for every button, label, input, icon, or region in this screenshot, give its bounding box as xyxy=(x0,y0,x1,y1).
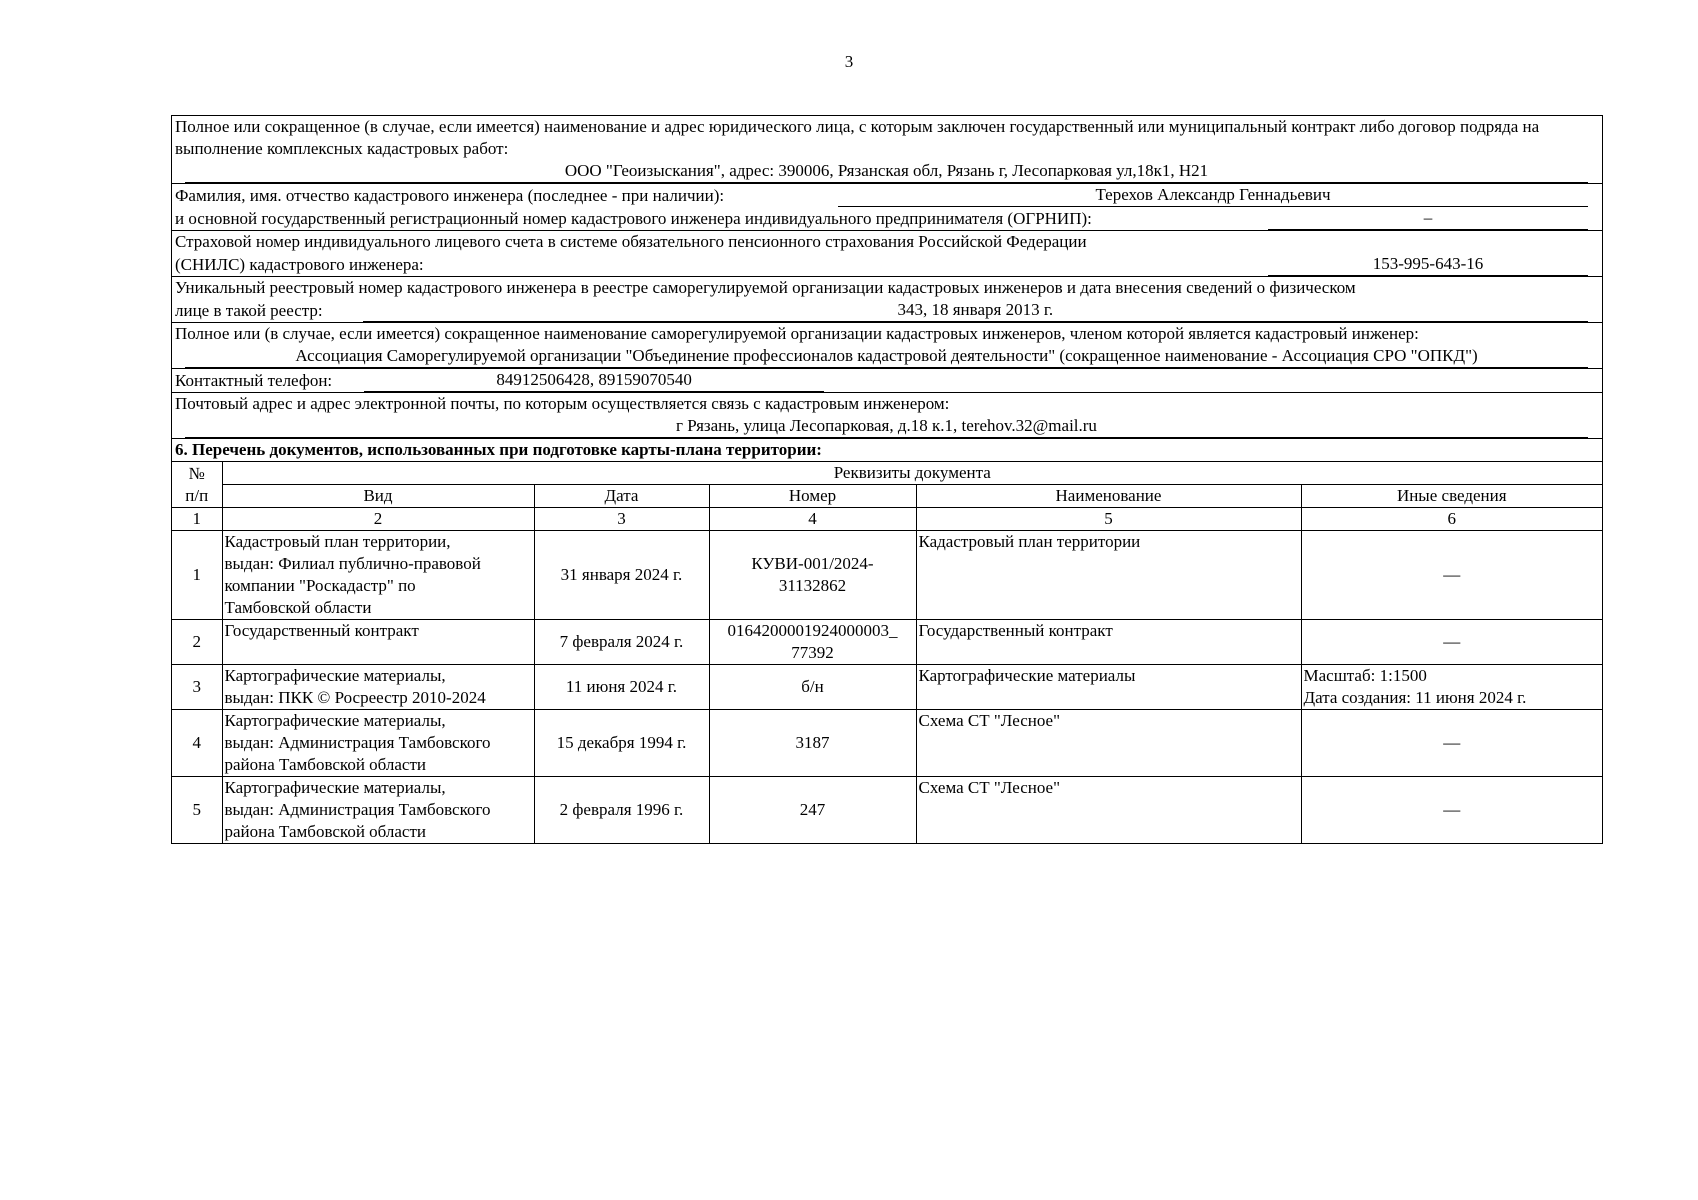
header-group: Реквизиты документа xyxy=(222,462,1602,485)
col-number: 3 xyxy=(534,508,709,531)
snils-label-line2: (СНИЛС) кадастрового инженера: xyxy=(175,255,424,274)
table-header-row-2 xyxy=(172,485,1602,508)
row-name: Государственный контракт xyxy=(916,620,1301,665)
address-label: Почтовый адрес и адрес электронной почты, по которым осуществляется связь с кадастровым инженером: xyxy=(175,394,950,413)
table-row xyxy=(172,531,1602,620)
address-section xyxy=(172,393,1602,439)
table-row xyxy=(172,620,1602,665)
table-header-row-1 xyxy=(172,462,1602,485)
row-kind: Картографические материалы, выдан: Администрация Тамбовского района Тамбовской области xyxy=(222,777,534,844)
row-kind: Картографические материалы, выдан: ПКК © Росреестр 2010-2024 xyxy=(222,665,534,710)
row-number: б/н xyxy=(709,665,916,710)
address-value: г Рязань, улица Лесопарковая, д.18 к.1, terehov.32@mail.ru xyxy=(185,415,1588,438)
row-kind: Кадастровый план территории, выдан: Филиал публично-правовой компании "Роскадастр" по Тамбовской области xyxy=(222,531,534,620)
row-other: — xyxy=(1301,620,1602,665)
row-number: 0164200001924000003_ 77392 xyxy=(709,620,916,665)
registry-label-line1: Уникальный реестровый номер кадастрового инженера в реестре саморегулируемой организации кадастровых инженеров и дата внесения сведений о физическом xyxy=(175,278,1356,297)
row-other: — xyxy=(1301,710,1602,777)
table-row xyxy=(172,777,1602,844)
row-name: Схема СТ "Лесное" xyxy=(916,710,1301,777)
contractor-label: Полное или сокращенное (в случае, если имеется) наименование и адрес юридического лица, с которым заключен государственный или муниципальный контракт либо договор подряда на выполнение комплексных кадастровых работ: xyxy=(175,117,1540,158)
row-date: 31 января 2024 г. xyxy=(534,531,709,620)
sro-label: Полное или (в случае, если имеется) сокращенное наименование саморегулируемой организации кадастровых инженеров, членом которой является кадастровый инженер: xyxy=(175,324,1419,343)
registry-section xyxy=(172,277,1602,323)
phone-value: 84912506428, 89159070540 xyxy=(364,369,824,392)
phone-section xyxy=(172,369,1602,393)
header-kind: Вид xyxy=(222,485,534,508)
row-num: 5 xyxy=(172,777,222,844)
contractor-value: ООО "Геоизыскания", адрес: 390006, Рязанская обл, Рязань г, Лесопарковая ул,18к1, Н21 xyxy=(185,160,1588,183)
row-name: Картографические материалы xyxy=(916,665,1301,710)
row-name: Схема СТ "Лесное" xyxy=(916,777,1301,844)
row-date: 11 июня 2024 г. xyxy=(534,665,709,710)
row-number: КУВИ-001/2024- 31132862 xyxy=(709,531,916,620)
table-row xyxy=(172,665,1602,710)
sro-value: Ассоциация Саморегулируемой организации "Объединение профессионалов кадастровой деятельности" (сокращенное наименование - Ассоциация СРО "ОПКД") xyxy=(185,345,1588,368)
col-number: 4 xyxy=(709,508,916,531)
row-num: 3 xyxy=(172,665,222,710)
phone-label: Контактный телефон: xyxy=(175,371,333,390)
row-number: 3187 xyxy=(709,710,916,777)
row-date: 7 февраля 2024 г. xyxy=(534,620,709,665)
page-number: 3 xyxy=(844,52,854,71)
row-num: 4 xyxy=(172,710,222,777)
registry-label-line2: лице в такой реестр: xyxy=(175,301,323,320)
row-num: 1 xyxy=(172,531,222,620)
row-other: Масштаб: 1:1500 Дата создания: 11 июня 2024 г. xyxy=(1301,665,1602,710)
row-kind: Картографические материалы, выдан: Администрация Тамбовского района Тамбовской области xyxy=(222,710,534,777)
snils-section xyxy=(172,231,1602,277)
row-num: 2 xyxy=(172,620,222,665)
row-date: 15 декабря 1994 г. xyxy=(534,710,709,777)
snils-label-line1: Страховой номер индивидуального лицевого счета в системе обязательного пенсионного страхования Российской Федерации xyxy=(175,232,1087,251)
ogrnip-label: и основной государственный регистрационный номер кадастрового инженера индивидуального предпринимателя (ОГРНИП): xyxy=(175,209,1092,228)
documents-title: 6. Перечень документов, использованных при подготовке карты-плана территории: xyxy=(172,439,1602,462)
row-other: — xyxy=(1301,531,1602,620)
documents-table xyxy=(172,462,1602,843)
col-number: 5 xyxy=(916,508,1301,531)
table-row xyxy=(172,710,1602,777)
row-other: — xyxy=(1301,777,1602,844)
registry-value: 343, 18 января 2013 г. xyxy=(363,299,1588,322)
col-number: 2 xyxy=(222,508,534,531)
header-num: № п/п xyxy=(172,462,222,508)
col-number: 1 xyxy=(172,508,222,531)
engineer-name-label: Фамилия, имя. отчество кадастрового инженера (последнее - при наличии): xyxy=(175,186,725,205)
col-number: 6 xyxy=(1301,508,1602,531)
contractor-section xyxy=(172,116,1602,184)
engineer-name-value: Терехов Александр Геннадьевич xyxy=(838,184,1588,207)
snils-value: 153-995-643-16 xyxy=(1268,253,1588,276)
row-date: 2 февраля 1996 г. xyxy=(534,777,709,844)
row-kind: Государственный контракт xyxy=(222,620,534,665)
ogrnip-value: – xyxy=(1268,207,1588,230)
table-column-numbers-row xyxy=(172,508,1602,531)
document-frame xyxy=(171,115,1603,844)
header-name: Наименование xyxy=(916,485,1301,508)
header-other: Иные сведения xyxy=(1301,485,1602,508)
header-number: Номер xyxy=(709,485,916,508)
engineer-section xyxy=(172,184,1602,231)
row-number: 247 xyxy=(709,777,916,844)
sro-section xyxy=(172,323,1602,369)
row-name: Кадастровый план территории xyxy=(916,531,1301,620)
header-date: Дата xyxy=(534,485,709,508)
